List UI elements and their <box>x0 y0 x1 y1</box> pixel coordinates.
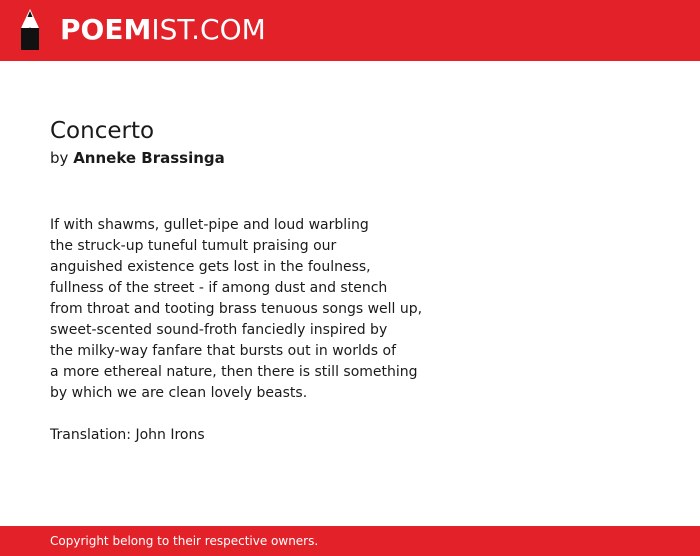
poem-line: a more ethereal nature, then there is still something <box>50 364 418 380</box>
poem-line: the struck-up tuneful tumult praising our <box>50 238 337 254</box>
translation-credit: Translation: John Irons <box>50 427 205 443</box>
byline <box>50 147 650 169</box>
poem-line: by which we are clean lovely beasts. <box>50 385 308 401</box>
poem-line: If with shawms, gullet-pipe and loud warbling <box>50 217 369 233</box>
logo-bold-part: POEM <box>60 13 152 46</box>
poem-line: from throat and tooting brass tenuous songs well up, <box>50 301 423 317</box>
poem-content <box>50 116 650 446</box>
site-header <box>0 0 700 61</box>
poem-line: the milky-way fanfare that bursts out in worlds of <box>50 343 397 359</box>
logo-light-part: IST.COM <box>151 13 266 46</box>
site-footer <box>0 526 700 556</box>
by-label: by <box>50 149 69 167</box>
author-name[interactable]: Anneke Brassinga <box>73 149 225 167</box>
pencil-icon <box>16 8 44 52</box>
site-logo-text <box>60 8 266 52</box>
poem-body <box>50 215 650 404</box>
site-logo-link[interactable] <box>16 8 266 52</box>
poem-line: sweet-scented sound-froth fanciedly inspired by <box>50 322 388 338</box>
copyright-notice: Copyright belong to their respective owners. <box>50 534 319 548</box>
poem-line: fullness of the street - if among dust and stench <box>50 280 388 296</box>
poem-title: Concerto <box>50 118 155 144</box>
poem-line: anguished existence gets lost in the foulness, <box>50 259 371 275</box>
